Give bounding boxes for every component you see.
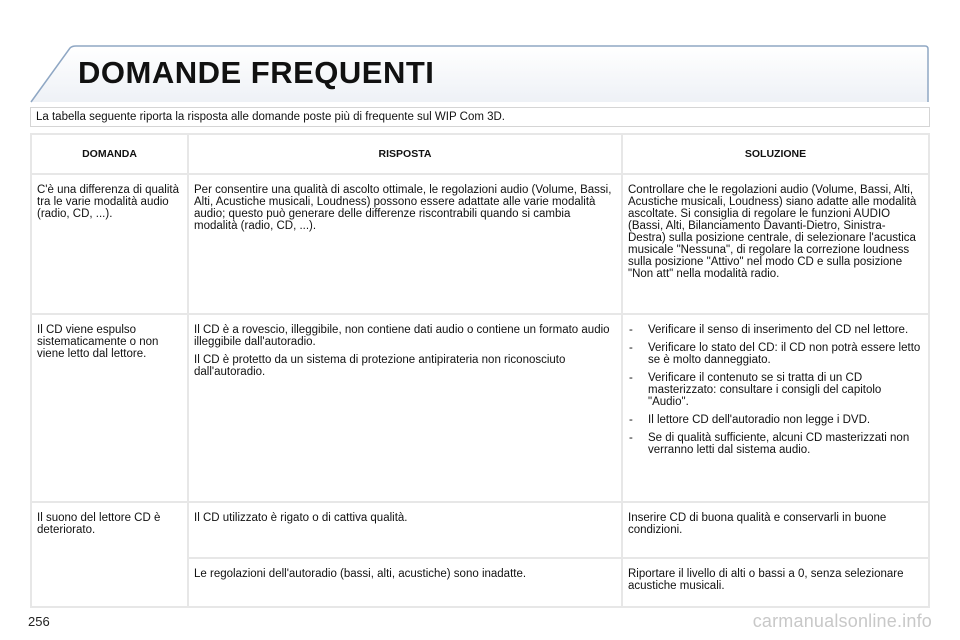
list-item: - Verificare lo stato del CD: il CD non potrà essere letto se è molto danneggiato. xyxy=(628,342,923,366)
table-row xyxy=(32,503,928,557)
table-header-row xyxy=(32,135,928,173)
header-domanda: DOMANDA xyxy=(32,135,187,173)
faq-table xyxy=(30,133,930,608)
list-item: - Verificare il senso di inserimento del CD nel lettore. xyxy=(628,324,923,336)
solution-cell: Inserire CD di buona qualità e conservarli in buone condizioni. xyxy=(623,503,928,557)
watermark: carmanualsonline.info xyxy=(752,611,932,631)
list-item: - Se di qualità sufficiente, alcuni CD masterizzati non verranno letti dal sistema audio. xyxy=(628,432,923,456)
answer-cell: Le regolazioni dell'autoradio (bassi, alti, acustiche) sono inadatte. xyxy=(189,559,621,606)
solution-cell: Riportare il livello di alti o bassi a 0, senza selezionare acustiche musicali. xyxy=(623,559,928,606)
answer-paragraph: Il CD è a rovescio, illeggibile, non contiene dati audio o contiene un formato audio illeggibile dall'autoradio. xyxy=(194,324,610,348)
page-number: 256 xyxy=(28,614,50,629)
answer-cell: Il CD utilizzato è rigato o di cattiva qualità. xyxy=(189,503,621,557)
question-cell: Il suono del lettore CD è deteriorato. xyxy=(32,503,187,606)
intro-text: La tabella seguente riporta la risposta alle domande poste più di frequente sul WIP Com 3D. xyxy=(30,107,930,127)
solution-cell xyxy=(623,315,928,501)
header-soluzione: SOLUZIONE xyxy=(623,135,928,173)
answer-paragraph: Il CD è protetto da un sistema di protezione antipirateria non riconosciuto dall'autoradio. xyxy=(194,354,566,378)
answer-cell: Per consentire una qualità di ascolto ottimale, le regolazioni audio (Volume, Bassi, Alti, Acustiche musicali, Loudness) possono essere adattate alle varie modalità audio; questo può generare delle differenze riscontrabili quando si cambia modalità (radio, CD, ...). xyxy=(189,175,621,313)
solution-list xyxy=(628,324,923,456)
table-row xyxy=(32,175,928,313)
page-title: DOMANDE FREQUENTI xyxy=(78,55,435,90)
list-item: - Il lettore CD dell'autoradio non legge i DVD. xyxy=(628,414,923,426)
list-item: - Verificare il contenuto se si tratta di un CD masterizzato: consultare i consigli del capitolo "Audio". xyxy=(628,372,923,408)
answer-cell xyxy=(189,315,621,501)
table-row xyxy=(32,315,928,501)
question-cell: C'è una differenza di qualità tra le varie modalità audio (radio, CD, ...). xyxy=(32,175,187,313)
question-cell: Il CD viene espulso sistematicamente o non viene letto dal lettore. xyxy=(32,315,187,501)
solution-cell: Controllare che le regolazioni audio (Volume, Bassi, Alti, Acustiche musicali, Loudness) siano adatte alle modalità ascoltate. Si consiglia di regolare le funzioni AUDIO (Bassi, Alti, Bilanciamento Davanti-Dietro, Sinistra-Destra) sulla posizione centrale, di selezionare l'acustica musicale "Nessuna", di regolare la correzione loudness sulla posizione "Attivo" nel modo CD e sulla posizione "Non att" nella modalità radio. xyxy=(623,175,928,313)
header-risposta: RISPOSTA xyxy=(189,135,621,173)
